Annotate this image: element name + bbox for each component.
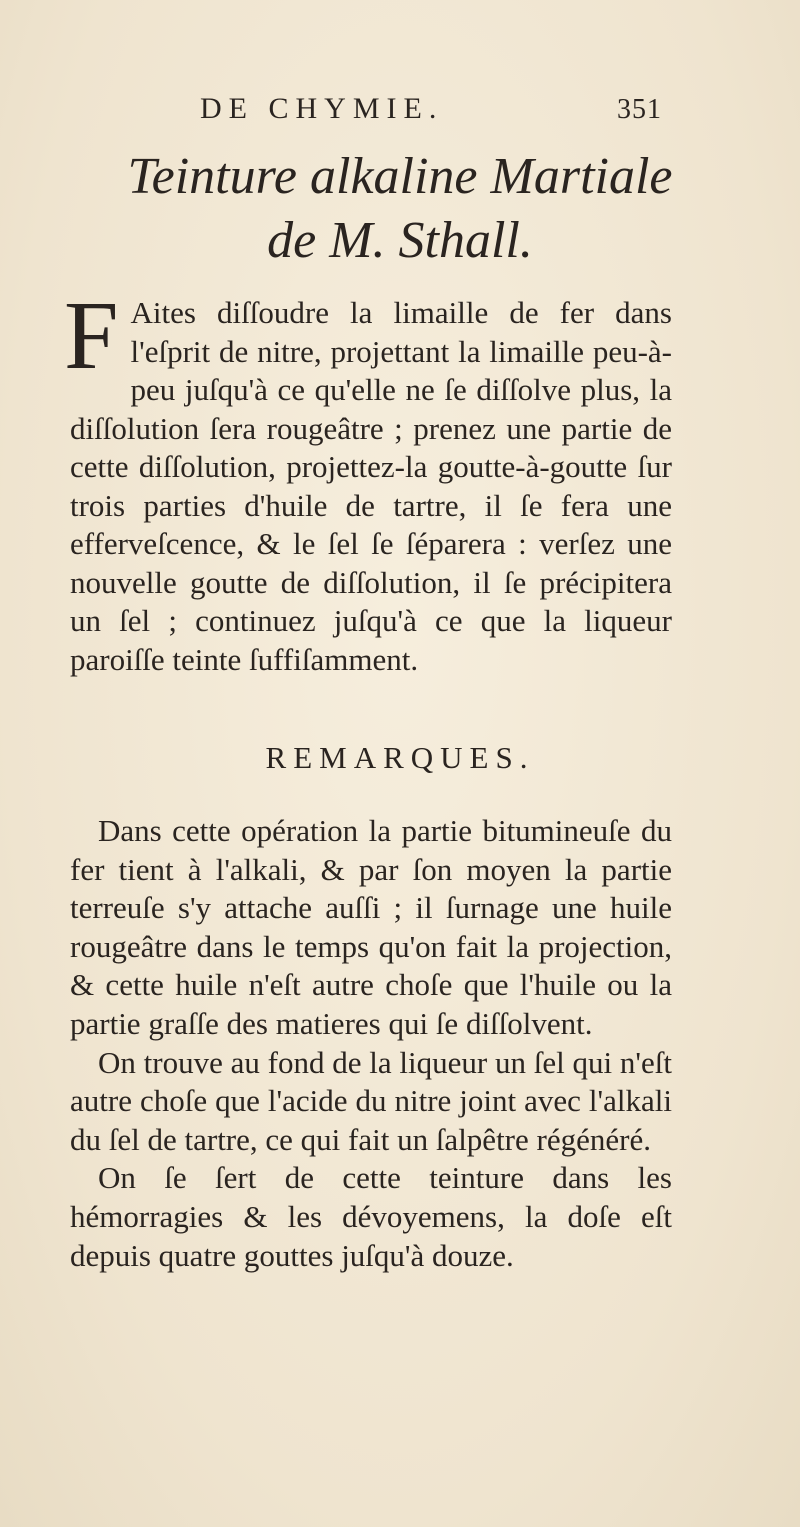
remarks-paragraph: On ſe ſert de cette teinture dans les hémorragies & les dévoyemens, la doſe eſt depuis quatre gouttes juſqu'à douze. — [70, 1160, 672, 1273]
remarks-heading: REMARQUES. — [265, 740, 535, 775]
page-number: 351 — [617, 94, 662, 125]
running-head-title: DE CHYMIE. — [200, 92, 444, 125]
remarks-body — [70, 812, 672, 1275]
running-head — [200, 92, 662, 132]
drop-cap: F — [64, 282, 119, 390]
title-line-1: Teinture alkaline Martiale — [127, 148, 673, 205]
remarks-paragraph: On trouve au fond de la liqueur un ſel qui n'eſt autre choſe que l'acide du nitre joint avec l'alkali du ſel de tartre, ce qui fait un ſalpêtre régénéré. — [70, 1044, 672, 1157]
recipe-paragraph — [64, 282, 672, 679]
title-line-2: de M. Sthall. — [267, 212, 533, 269]
recipe-text: Aites diſſoudre la limaille de fer dans l'eſprit de nitre, projettant la limaille peu-à-peu juſqu'à ce qu'elle ne ſe diſſolve plus, la diſſolution ſera rougeâtre ; prenez une partie de cette diſſolution, projettez-la goutte-à-goutte ſur trois parties d'huile de tartre, il ſe fera une efferveſcence, & le ſel ſe ſéparera : verſez une nouvelle goutte de diſſolution, il ſe précipitera un ſel ; continuez juſqu'à ce que la liqueur paroiſſe teinte ſuffiſamment. — [70, 295, 672, 677]
recipe-title — [0, 145, 800, 273]
remarks-paragraph: Dans cette opération la partie bitumineuſe du fer tient à l'alkali, & par ſon moyen la partie terreuſe s'y attache auſſi ; il ſurnage une huile rougeâtre dans le temps qu'on fait la projection, & cette huile n'eſt autre choſe que l'huile ou la partie graſſe des matieres qui ſe diſſolvent. — [70, 813, 672, 1041]
